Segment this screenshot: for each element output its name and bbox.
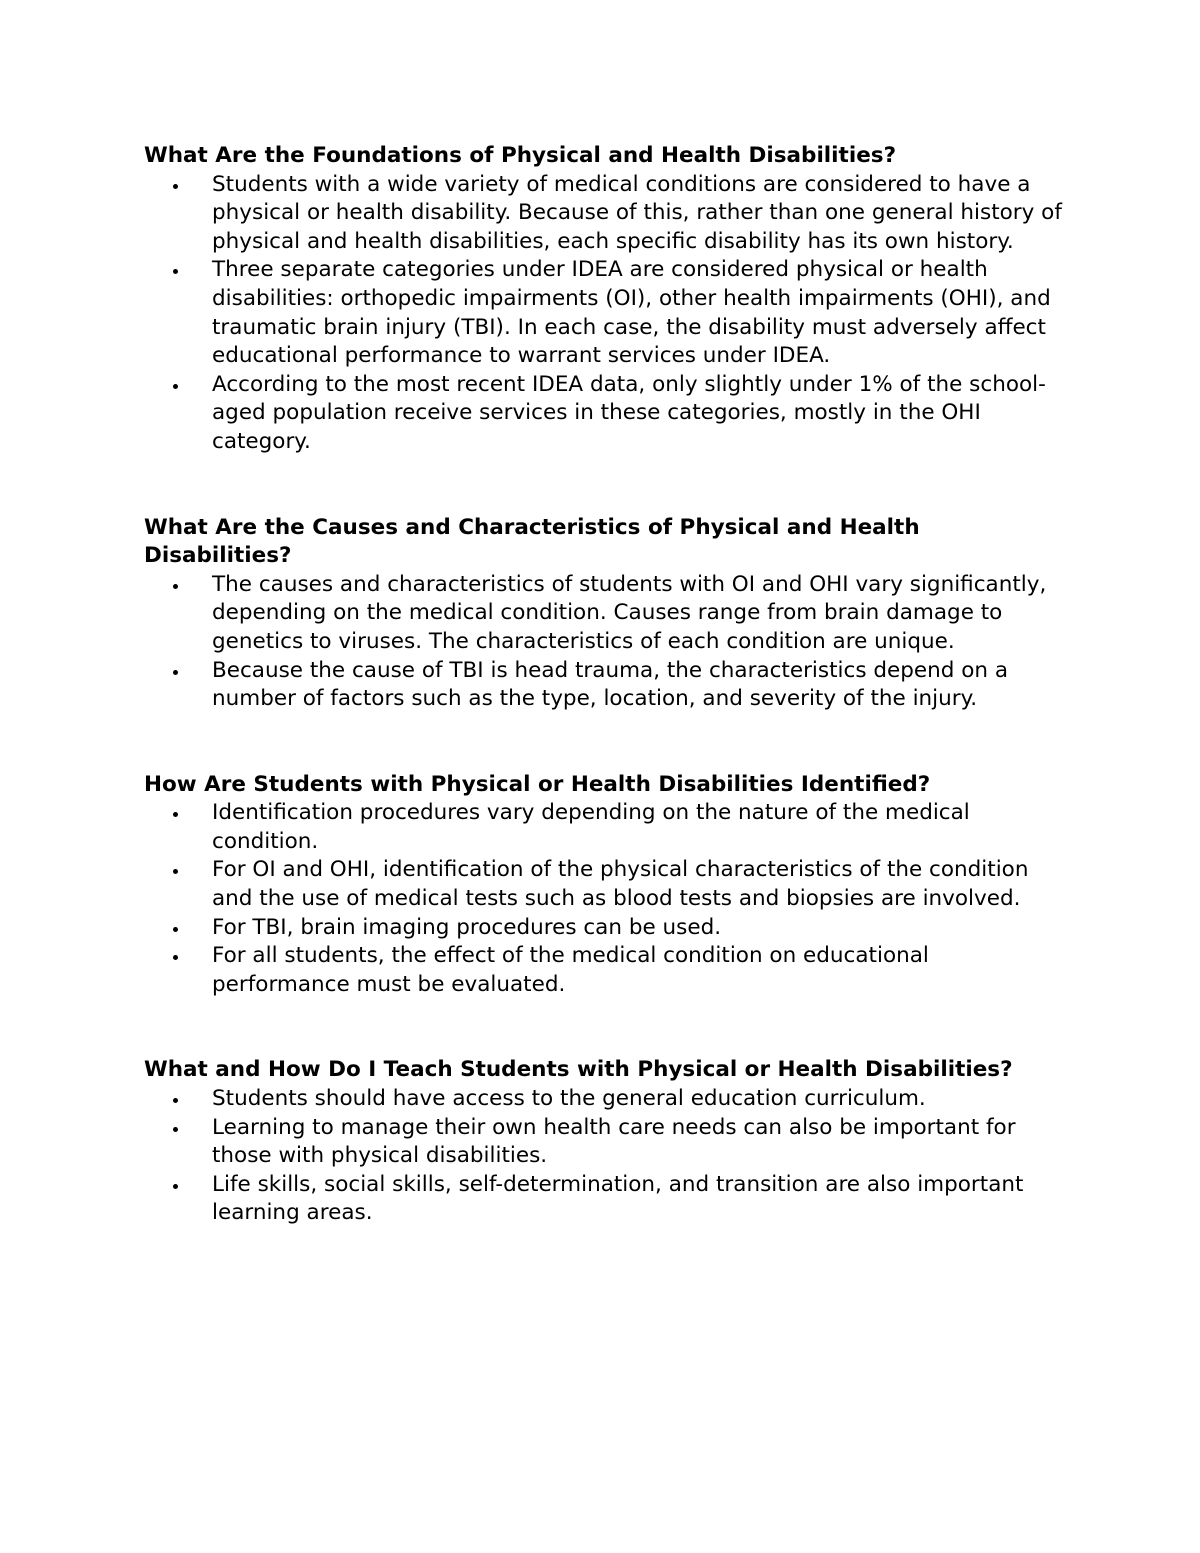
bullet-icon bbox=[173, 184, 178, 189]
list-item bbox=[144, 914, 1064, 943]
list-item bbox=[144, 171, 1064, 257]
section-foundations bbox=[144, 142, 1064, 457]
list-item bbox=[144, 571, 1064, 657]
list-item-text: Identification procedures vary depending on the nature of the medical condition. bbox=[212, 800, 970, 854]
section-heading: How Are Students with Physical or Health Disabilities Identified? bbox=[144, 771, 931, 797]
section-heading: What and How Do I Teach Students with Physical or Health Disabilities? bbox=[144, 1057, 1013, 1083]
list-item-text: Students with a wide variety of medical conditions are considered to have a physical or health disability. Because of this, rather than one general history of physical and health disabilities, each specific disability has its own history. bbox=[212, 171, 1062, 254]
bullet-icon bbox=[173, 584, 178, 589]
list-item bbox=[144, 1114, 1064, 1171]
bullet-icon bbox=[173, 1098, 178, 1103]
section-heading: What Are the Causes and Characteristics of Physical and Health Disabilities? bbox=[144, 514, 920, 569]
bullet-list bbox=[144, 171, 1064, 457]
bullet-list bbox=[144, 799, 1064, 999]
list-item bbox=[144, 371, 1064, 457]
bullet-icon bbox=[173, 955, 178, 960]
bullet-list bbox=[144, 1085, 1064, 1228]
list-item bbox=[144, 799, 1064, 856]
list-item-text: Students should have access to the general education curriculum. bbox=[212, 1086, 926, 1112]
list-item-text: Learning to manage their own health care needs can also be important for those with physical disabilities. bbox=[212, 1114, 1016, 1169]
list-item bbox=[144, 1085, 1064, 1114]
list-item bbox=[144, 1171, 1064, 1228]
list-item-text: For all students, the effect of the medical condition on educational performance must be evaluated. bbox=[212, 943, 929, 997]
list-item bbox=[144, 942, 1064, 999]
list-item-text: For TBI, brain imaging procedures can be used. bbox=[212, 914, 722, 940]
section-identification bbox=[144, 771, 1064, 1000]
list-item-text: According to the most recent IDEA data, only slightly under 1% of the school-aged population receive services in these categories, mostly in the OHI category. bbox=[212, 371, 1046, 454]
bullet-icon bbox=[173, 1127, 178, 1132]
section-causes bbox=[144, 514, 1064, 714]
list-item bbox=[144, 657, 1064, 714]
list-item bbox=[144, 856, 1064, 913]
section-teaching bbox=[144, 1056, 1064, 1228]
bullet-icon bbox=[173, 670, 178, 675]
section-heading: What Are the Foundations of Physical and Health Disabilities? bbox=[144, 143, 897, 168]
bullet-icon bbox=[173, 269, 178, 274]
document-page bbox=[144, 142, 1064, 1228]
bullet-icon bbox=[173, 927, 178, 932]
list-item-text: Because the cause of TBI is head trauma, the characteristics depend on a number of factors such as the type, location, and severity of the injury. bbox=[212, 657, 1009, 712]
list-item-text: For OI and OHI, identification of the physical characteristics of the condition and the use of medical tests such as blood tests and biopsies are involved. bbox=[212, 857, 1029, 912]
bullet-icon bbox=[173, 869, 178, 874]
bullet-icon bbox=[173, 1184, 178, 1189]
bullet-icon bbox=[173, 812, 178, 817]
bullet-icon bbox=[173, 384, 178, 389]
list-item-text: Three separate categories under IDEA are considered physical or health disabilities: orthopedic impairments (OI), other health impairments (OHI), and traumatic brain injury (TBI). In each case, the disability must adversely affect educational performance to warrant services under IDEA. bbox=[212, 257, 1051, 369]
list-item bbox=[144, 256, 1064, 370]
bullet-list bbox=[144, 571, 1064, 714]
list-item-text: The causes and characteristics of students with OI and OHI vary significantly, depending on the medical condition. Causes range from brain damage to genetics to viruses. The characteristics of each condition are unique. bbox=[212, 571, 1047, 654]
list-item-text: Life skills, social skills, self-determination, and transition are also important learning areas. bbox=[212, 1171, 1024, 1226]
